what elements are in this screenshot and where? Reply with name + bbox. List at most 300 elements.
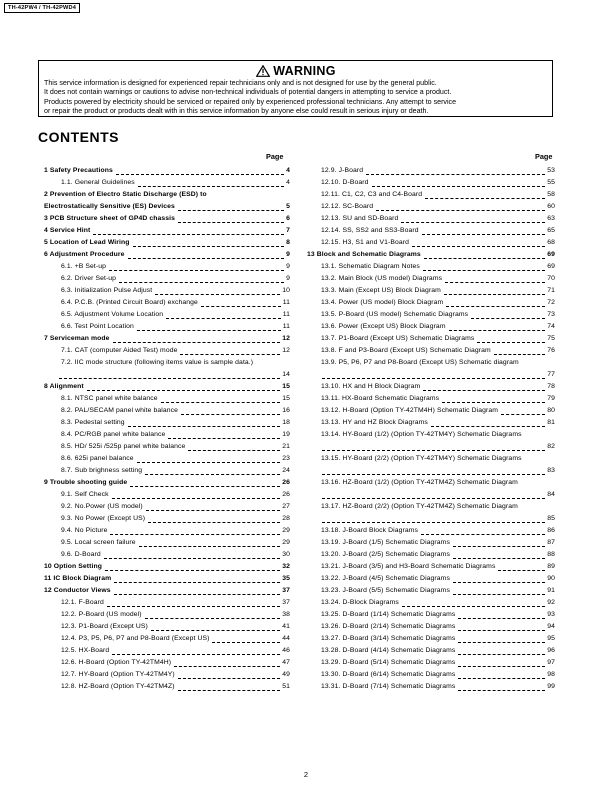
- toc-leader: [119, 282, 284, 283]
- toc-leader: [181, 414, 280, 415]
- toc-entry[interactable]: [307, 539, 555, 551]
- toc-entry-page: 94: [547, 623, 555, 630]
- toc-entry-page: 60: [547, 203, 555, 210]
- toc-entry[interactable]: [44, 587, 290, 599]
- toc-entry-page: 49: [282, 671, 290, 678]
- toc-entry-page: 9: [286, 275, 290, 282]
- toc-leader: [104, 558, 280, 559]
- toc-leader: [180, 354, 280, 355]
- toc-entry[interactable]: [44, 575, 290, 587]
- toc-leader: [112, 654, 280, 655]
- warning-line: Products powered by electricity should be serviced or repaired only by experienced professional technicians. Any attempt to service: [44, 97, 457, 106]
- toc-entry-page: 12: [282, 347, 290, 354]
- toc-entry-title: 7.2. IIC mode structure (following items value is sample data.): [61, 359, 254, 366]
- toc-entry-page: 29: [282, 539, 290, 546]
- toc-leader: [146, 510, 281, 511]
- toc-entry-title: 9.5. Local screen failure: [61, 539, 136, 546]
- toc-entry[interactable]: [44, 635, 290, 647]
- toc-leader: [322, 474, 545, 475]
- toc-entry[interactable]: [307, 347, 555, 359]
- toc-entry[interactable]: [44, 347, 290, 359]
- toc-entry-title: 13.29. D-Board (5/14) Schematic Diagrams: [321, 659, 456, 666]
- toc-entry-page: 29: [282, 527, 290, 534]
- toc-entry[interactable]: [307, 587, 555, 599]
- toc-entry-page: 97: [547, 659, 555, 666]
- toc-leader: [93, 234, 284, 235]
- toc-entry[interactable]: [307, 455, 555, 467]
- toc-entry-title: 13.5. P-Board (US model) Schematic Diagrams: [321, 311, 469, 318]
- toc-leader: [477, 342, 545, 343]
- page-column-header-left: Page: [266, 152, 284, 161]
- toc-entry-page: 84: [547, 491, 555, 498]
- toc-entry[interactable]: [307, 239, 555, 251]
- toc-entry-page: 58: [547, 191, 555, 198]
- toc-entry-title: 13.30. D-Board (6/14) Schematic Diagrams: [321, 671, 456, 678]
- toc-entry-title: 13 Block and Schematic Diagrams: [307, 251, 421, 258]
- toc-leader: [423, 270, 545, 271]
- toc-leader: [166, 318, 281, 319]
- toc-entry-title: 8.7. Sub brighness setting: [61, 467, 143, 474]
- toc-entry-page: 27: [282, 503, 290, 510]
- toc-leader: [376, 210, 545, 211]
- toc-leader: [168, 438, 280, 439]
- toc-entry-page: 7: [286, 227, 290, 234]
- toc-entry[interactable]: [307, 311, 555, 323]
- toc-entry-page: 90: [547, 575, 555, 582]
- toc-leader: [161, 402, 281, 403]
- toc-entry[interactable]: [307, 179, 555, 191]
- toc-entry-title: 13.25. D-Board (1/14) Schematic Diagrams: [321, 611, 456, 618]
- toc-entry-page: 82: [547, 443, 555, 450]
- toc-entry[interactable]: [307, 515, 555, 527]
- toc-right-column: [307, 167, 555, 695]
- toc-entry[interactable]: [44, 539, 290, 551]
- toc-leader: [137, 330, 281, 331]
- toc-entry[interactable]: [307, 623, 555, 635]
- toc-entry-title: 6.6. Test Point Location: [61, 323, 134, 330]
- toc-leader: [109, 270, 284, 271]
- toc-entry-title: 12.6. H-Board (Option TY-42TM4H): [61, 659, 172, 666]
- toc-entry-title: 13.9. P5, P6, P7 and P8-Board (Except US) Schematic diagram: [321, 359, 519, 366]
- toc-leader: [458, 666, 545, 667]
- toc-leader: [59, 378, 280, 379]
- toc-entry[interactable]: [44, 563, 290, 575]
- toc-entry-title: 12.1. F-Board: [61, 599, 104, 606]
- toc-entry[interactable]: [44, 395, 290, 407]
- toc-entry[interactable]: [44, 335, 290, 347]
- toc-leader: [155, 294, 280, 295]
- toc-entry-page: 80: [547, 407, 555, 414]
- toc-entry[interactable]: [44, 203, 290, 215]
- toc-entry-title: 1.1. General Guidelines: [61, 179, 135, 186]
- toc-entry-page: 91: [547, 587, 555, 594]
- toc-entry[interactable]: [44, 551, 290, 563]
- toc-entry-page: 81: [547, 419, 555, 426]
- toc-entry-title: 3 PCB Structure sheet of GP4D chassis: [44, 215, 175, 222]
- toc-leader: [498, 570, 545, 571]
- toc-entry[interactable]: [307, 323, 555, 335]
- toc-entry-page: 74: [547, 323, 555, 330]
- toc-entry[interactable]: [44, 263, 290, 275]
- warning-title-text: WARNING: [273, 63, 336, 78]
- toc-entry[interactable]: [44, 179, 290, 191]
- toc-entry-page: 8: [286, 239, 290, 246]
- toc-entry[interactable]: [44, 611, 290, 623]
- toc-entry-page: 68: [547, 239, 555, 246]
- toc-entry-page: 71: [547, 287, 555, 294]
- toc-entry-title: 7 Serviceman mode: [44, 335, 110, 342]
- toc-entry-title: 13.8. F and P3-Board (Except US) Schematic Diagram: [321, 347, 491, 354]
- toc-entry[interactable]: [307, 431, 555, 443]
- toc-entry-title: 6.2. Driver Set-up: [61, 275, 117, 282]
- toc-leader: [130, 486, 280, 487]
- toc-entry-page: 12: [282, 335, 290, 342]
- toc-entry-title: 12.4. P3, P5, P6, P7 and P8-Board (Except US): [61, 635, 210, 642]
- toc-entry[interactable]: [307, 383, 555, 395]
- toc-entry-page: 11: [282, 311, 290, 318]
- toc-entry[interactable]: [44, 527, 290, 539]
- toc-entry[interactable]: [44, 515, 290, 527]
- toc-entry[interactable]: [44, 455, 290, 467]
- toc-leader: [424, 258, 545, 259]
- toc-entry-title: 13.15. HY-Board (2/2) (Option TY-42TM4Y) Schematic Diagrams: [321, 455, 522, 462]
- toc-entry[interactable]: [44, 227, 290, 239]
- toc-entry-title: 13.31. D-Board (7/14) Schematic Diagrams: [321, 683, 456, 690]
- toc-entry[interactable]: [307, 407, 555, 419]
- toc-entry[interactable]: [307, 467, 555, 479]
- toc-leader: [453, 594, 545, 595]
- toc-entry[interactable]: [307, 203, 555, 215]
- toc-entry-page: 75: [547, 335, 555, 342]
- toc-leader: [422, 234, 546, 235]
- toc-entry[interactable]: [307, 359, 555, 371]
- toc-leader: [458, 678, 545, 679]
- toc-entry[interactable]: [307, 251, 555, 263]
- toc-entry[interactable]: [44, 467, 290, 479]
- toc-leader: [412, 246, 545, 247]
- toc-entry-title: 13.14. HY-Board (1/2) (Option TY-42TM4Y) Schematic Diagrams: [321, 431, 522, 438]
- toc-entry[interactable]: [44, 623, 290, 635]
- toc-entry-title: 7.1. CAT (computer Aided Test) mode: [61, 347, 178, 354]
- toc-leader: [128, 426, 281, 427]
- toc-entry-page: 76: [547, 347, 555, 354]
- toc-entry-title: 13.28. D-Board (4/14) Schematic Diagrams: [321, 647, 456, 654]
- toc-leader: [178, 210, 284, 211]
- toc-entry-page: 16: [282, 407, 290, 414]
- warning-title: [44, 63, 548, 78]
- toc-entry[interactable]: [307, 191, 555, 203]
- toc-entry-title: 10 Option Setting: [44, 563, 102, 570]
- toc-entry-page: 88: [547, 551, 555, 558]
- page-number: 2: [303, 770, 309, 779]
- toc-leader: [322, 498, 545, 499]
- toc-entry[interactable]: [44, 167, 290, 179]
- toc-entry[interactable]: [307, 575, 555, 587]
- toc-entry-title: 13.1. Schematic Diagram Notes: [321, 263, 420, 270]
- toc-entry-title: 13.2. Main Block (US model) Diagrams: [321, 275, 443, 282]
- toc-leader: [401, 222, 545, 223]
- toc-entry[interactable]: [44, 239, 290, 251]
- toc-entry-page: 79: [547, 395, 555, 402]
- toc-entry[interactable]: [307, 419, 555, 431]
- toc-entry[interactable]: [307, 635, 555, 647]
- toc-entry-page: 10: [282, 287, 290, 294]
- toc-entry[interactable]: [307, 299, 555, 311]
- toc-leader: [458, 690, 545, 691]
- toc-entry-title: 13.26. D-Board (2/14) Schematic Diagrams: [321, 623, 456, 630]
- toc-leader: [116, 174, 284, 175]
- toc-leader: [114, 582, 280, 583]
- toc-entry[interactable]: [44, 683, 290, 695]
- toc-entry[interactable]: [307, 443, 555, 455]
- toc-entry-page: 73: [547, 311, 555, 318]
- toc-entry-page: 24: [282, 467, 290, 474]
- warning-line: or repair the product or products dealt with in this service information by anyone else could result in serious injury or death.: [44, 106, 429, 115]
- toc-entry-title: 13.7. P1-Board (Except US) Schematic Diagrams: [321, 335, 475, 342]
- toc-leader: [148, 522, 280, 523]
- toc-entry-page: 69: [547, 251, 555, 258]
- toc-entry-title: 13.18. J-Board Block Diagrams: [321, 527, 418, 534]
- toc-entry-page: 30: [282, 551, 290, 558]
- toc-entry-page: 32: [282, 563, 290, 570]
- toc-entry-page: 15: [282, 395, 290, 402]
- toc-entry-page: 99: [547, 683, 555, 690]
- toc-entry[interactable]: [307, 527, 555, 539]
- toc-left-column: [44, 167, 290, 695]
- toc-entry-title: Electrostatically Sensitive (ES) Devices: [44, 203, 175, 210]
- toc-entry-page: 26: [282, 479, 290, 486]
- toc-entry-page: 28: [282, 515, 290, 522]
- toc-entry-title: 8.5. HD/ 525i /525p panel white balance: [61, 443, 186, 450]
- toc-entry-page: 5: [286, 203, 290, 210]
- toc-entry-page: 78: [547, 383, 555, 390]
- toc-entry-title: 12.3. P1-Board (Except US): [61, 623, 148, 630]
- toc-entry-title: 13.17. HZ-Board (2/2) (Option TY-42TM4Z) Schematic Diagram: [321, 503, 518, 510]
- toc-entry-title: 12 Conductor Views: [44, 587, 111, 594]
- toc-leader: [145, 618, 281, 619]
- toc-entry[interactable]: [44, 287, 290, 299]
- toc-leader: [174, 666, 280, 667]
- toc-entry[interactable]: [307, 683, 555, 695]
- toc-entry[interactable]: [307, 167, 555, 179]
- toc-entry-title: 8.2. PAL/SECAM panel white balance: [61, 407, 178, 414]
- toc-entry[interactable]: [307, 215, 555, 227]
- toc-entry-title: 13.20. J-Board (2/5) Schematic Diagrams: [321, 551, 450, 558]
- toc-entry-page: 6: [286, 215, 290, 222]
- toc-entry[interactable]: [44, 671, 290, 683]
- toc-entry-page: 35: [282, 575, 290, 582]
- toc-entry-title: 13.10. HX and H Block Diagram: [321, 383, 421, 390]
- toc-entry-title: 12.2. P-Board (US model): [61, 611, 142, 618]
- model-tag: TH-42PW4 / TH-42PWD4: [4, 3, 80, 13]
- toc-leader: [402, 606, 545, 607]
- toc-entry-title: 6.5. Adjustment Volume Location: [61, 311, 164, 318]
- toc-entry-title: 9.3. No Power (Except US): [61, 515, 146, 522]
- toc-entry-title: 9 Trouble shooting guide: [44, 479, 128, 486]
- toc-entry[interactable]: [307, 599, 555, 611]
- toc-entry-page: 98: [547, 671, 555, 678]
- toc-entry-title: 13.21. J-Board (3/5) and H3-Board Schematic Diagrams: [321, 563, 496, 570]
- toc-entry-title: 13.22. J-Board (4/5) Schematic Diagrams: [321, 575, 450, 582]
- toc-entry-page: 93: [547, 611, 555, 618]
- toc-entry-page: 26: [282, 491, 290, 498]
- toc-leader: [494, 354, 546, 355]
- toc-entry[interactable]: [44, 371, 290, 383]
- toc-leader: [423, 390, 545, 391]
- toc-entry[interactable]: [44, 191, 290, 203]
- toc-entry-page: 85: [547, 515, 555, 522]
- toc-leader: [453, 558, 545, 559]
- toc-leader: [188, 450, 280, 451]
- toc-entry[interactable]: [307, 335, 555, 347]
- toc-entry-title: 6.1. +B Set-up: [61, 263, 107, 270]
- toc-entry-page: 47: [282, 659, 290, 666]
- toc-entry[interactable]: [307, 491, 555, 503]
- toc-entry-title: 12.15. H3, S1 and V1-Board: [321, 239, 409, 246]
- toc-leader: [372, 186, 546, 187]
- toc-entry[interactable]: [44, 299, 290, 311]
- toc-entry-title: 5 Location of Lead Wiring: [44, 239, 130, 246]
- toc-entry-page: 11: [282, 323, 290, 330]
- toc-entry-title: 13.3. Main (Except US) Block Diagram: [321, 287, 441, 294]
- toc-leader: [110, 534, 280, 535]
- toc-entry-page: 65: [547, 227, 555, 234]
- toc-entry[interactable]: [44, 383, 290, 395]
- toc-entry[interactable]: [307, 551, 555, 563]
- toc-entry-title: 9.2. No.Power (US model): [61, 503, 143, 510]
- toc-leader: [442, 402, 545, 403]
- toc-leader: [107, 606, 280, 607]
- toc-entry-title: 12.12. SC-Board: [321, 203, 374, 210]
- toc-entry-page: 37: [282, 587, 290, 594]
- toc-leader: [458, 630, 545, 631]
- toc-entry-page: 86: [547, 527, 555, 534]
- toc-entry-page: 23: [282, 455, 290, 462]
- toc-entry-title: 12.14. SS, SS2 and SS3-Board: [321, 227, 419, 234]
- toc-entry[interactable]: [44, 359, 290, 371]
- toc-entry[interactable]: [307, 671, 555, 683]
- toc-leader: [178, 222, 284, 223]
- toc-entry-title: 9.6. D-Board: [61, 551, 101, 558]
- toc-entry-page: 11: [282, 299, 290, 306]
- warning-triangle-icon: [256, 65, 270, 77]
- toc-entry[interactable]: [307, 275, 555, 287]
- toc-leader: [322, 378, 545, 379]
- toc-entry-page: 92: [547, 599, 555, 606]
- toc-entry[interactable]: [307, 611, 555, 623]
- toc-entry-title: 8 Alignment: [44, 383, 84, 390]
- toc-entry-page: 72: [547, 299, 555, 306]
- toc-entry[interactable]: [44, 659, 290, 671]
- toc-entry-title: 4 Service Hint: [44, 227, 91, 234]
- toc-entry[interactable]: [44, 491, 290, 503]
- toc-leader: [112, 498, 281, 499]
- toc-entry-page: 9: [286, 251, 290, 258]
- toc-entry-title: 12.7. HY-Board (Option TY-42TM4Y): [61, 671, 175, 678]
- toc-leader: [501, 414, 545, 415]
- toc-entry[interactable]: [44, 311, 290, 323]
- toc-entry-page: 83: [547, 467, 555, 474]
- toc-entry-title: 9.1. Self Check: [61, 491, 109, 498]
- toc-entry[interactable]: [44, 443, 290, 455]
- toc-entry[interactable]: [307, 227, 555, 239]
- toc-entry-title: 8.6. 625i panel balance: [61, 455, 134, 462]
- toc-entry-page: 77: [547, 371, 555, 378]
- toc-entry-page: 18: [282, 419, 290, 426]
- toc-leader: [114, 594, 281, 595]
- toc-entry[interactable]: [307, 659, 555, 671]
- toc-entry-page: 19: [282, 431, 290, 438]
- toc-leader: [322, 450, 545, 451]
- toc-entry-title: 12.8. HZ-Board (Option TY-42TM4Z): [61, 683, 175, 690]
- toc-entry[interactable]: [44, 431, 290, 443]
- toc-entry-title: 11 IC Block Diagram: [44, 575, 112, 582]
- toc-entry-title: 13.24. D-Block Diagrams: [321, 599, 399, 606]
- toc-entry-title: 6 Adjustment Procedure: [44, 251, 125, 258]
- toc-leader: [446, 306, 545, 307]
- toc-leader: [453, 546, 545, 547]
- toc-entry-page: 95: [547, 635, 555, 642]
- toc-entry[interactable]: [307, 479, 555, 491]
- toc-entry-page: 4: [286, 167, 290, 174]
- toc-entry[interactable]: [307, 287, 555, 299]
- toc-leader: [212, 642, 280, 643]
- toc-entry-page: 55: [547, 179, 555, 186]
- toc-entry-title: 13.16. HZ-Board (1/2) (Option TY-42TM4Z) Schematic Diagram: [321, 479, 518, 486]
- toc-entry-page: 96: [547, 647, 555, 654]
- toc-entry[interactable]: [44, 479, 290, 491]
- toc-entry[interactable]: [307, 371, 555, 383]
- toc-entry[interactable]: [44, 419, 290, 431]
- toc-entry[interactable]: [307, 395, 555, 407]
- toc-leader: [128, 258, 285, 259]
- toc-leader: [458, 642, 545, 643]
- page-column-header-right: Page: [535, 152, 553, 161]
- toc-leader: [431, 426, 545, 427]
- toc-leader: [425, 198, 545, 199]
- toc-entry[interactable]: [44, 323, 290, 335]
- toc-entry[interactable]: [44, 215, 290, 227]
- toc-entry[interactable]: [44, 407, 290, 419]
- toc-entry-title: 13.27. D-Board (3/14) Schematic Diagrams: [321, 635, 456, 642]
- toc-entry-title: 13.11. HX-Board Schematic Diagrams: [321, 395, 440, 402]
- toc-entry[interactable]: [44, 599, 290, 611]
- toc-leader: [458, 654, 545, 655]
- toc-leader: [444, 294, 545, 295]
- toc-entry-title: 2 Prevention of Electro Static Discharge (ESD) to: [44, 191, 207, 198]
- toc-leader: [133, 246, 285, 247]
- toc-entry[interactable]: [307, 647, 555, 659]
- toc-entry-title: 13.19. J-Board (1/5) Schematic Diagrams: [321, 539, 450, 546]
- toc-entry-title: 12.10. D-Board: [321, 179, 369, 186]
- toc-entry[interactable]: [307, 563, 555, 575]
- toc-leader: [458, 618, 545, 619]
- toc-entry[interactable]: [44, 503, 290, 515]
- contents-title: CONTENTS: [38, 129, 119, 145]
- toc-entry-title: 12.13. SU and SD-Board: [321, 215, 399, 222]
- toc-entry-page: 15: [282, 383, 290, 390]
- toc-entry-title: 12.11. C1, C2, C3 and C4-Board: [321, 191, 423, 198]
- toc-entry-page: 87: [547, 539, 555, 546]
- toc-entry[interactable]: [307, 503, 555, 515]
- toc-entry[interactable]: [44, 647, 290, 659]
- toc-entry[interactable]: [44, 251, 290, 263]
- toc-entry-page: 46: [282, 647, 290, 654]
- toc-entry[interactable]: [307, 263, 555, 275]
- warning-line: It does not contain warnings or cautions to advise non-technical individuals of potential dangers in attempting to service a product.: [44, 88, 452, 97]
- toc-entry[interactable]: [44, 275, 290, 287]
- toc-leader: [366, 174, 545, 175]
